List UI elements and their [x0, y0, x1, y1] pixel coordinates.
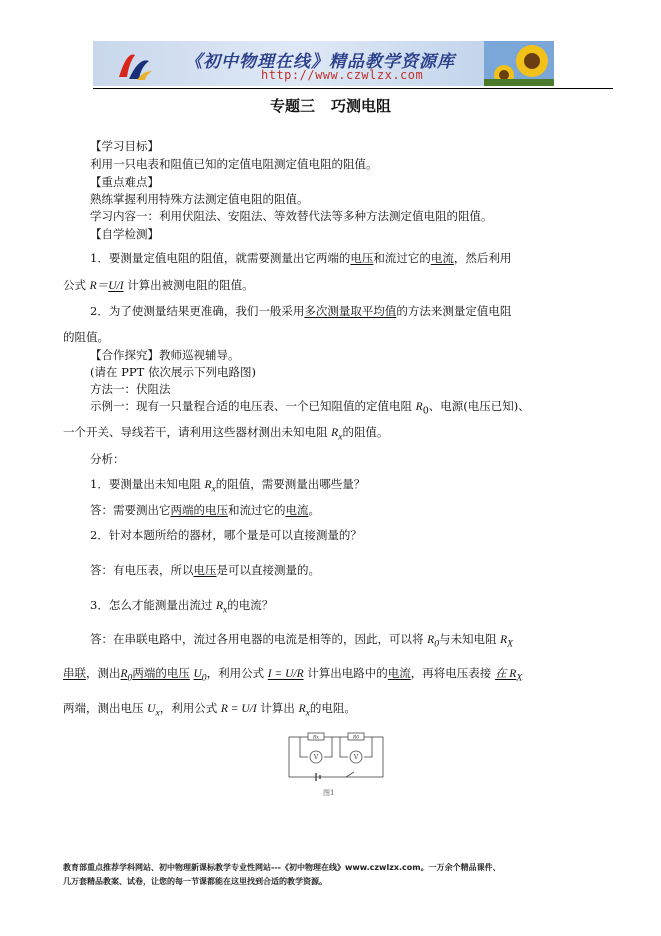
banner-title: 《初中物理在线》精品教学资源库 [185, 52, 455, 72]
circuit-diagram [286, 727, 386, 797]
example-1-line2: 一个开关、导线若干，请利用这些器材测出未知电阻 $R_x$的阻值。 [63, 425, 389, 443]
analysis-label: 分析： [90, 452, 125, 466]
key-label: 【重点难点】 [90, 175, 159, 189]
ppt-note: (请在 PPT 依次展示下列电路图) [90, 365, 256, 379]
question-1-line1: 1．要测量定值电阻的阻值，就需要测量出它两端的电压和流过它的电流，然后利用 [90, 251, 512, 265]
goal-text: 利用一只电表和阻值已知的定值电阻测定值电阻的阻值。 [90, 157, 378, 171]
header-rule [93, 88, 613, 89]
analysis-a3-line2: 串联，测出$R_0$两端的电压 $U_0$，利用公式 I = U/R 计算出电路中的电流，再将电压表接 在 $R_X$ [63, 666, 523, 684]
banner-url[interactable]: http://www.czwlzx.com [261, 68, 424, 82]
figure-r0-label: R0 [352, 735, 360, 741]
site-logo-icon [115, 47, 155, 83]
analysis-a2: 答：有电压表，所以电压是可以直接测量的。 [90, 563, 320, 577]
coop-line: 【合作探究】教师巡视辅导。 [90, 348, 240, 362]
goal-label: 【学习目标】 [90, 139, 159, 153]
analysis-q2: 2．针对本题所给的器材，哪个量是可以直接测量的？ [90, 528, 362, 542]
question-2-line1: 2．为了使测量结果更准确，我们一般采用多次测量取平均值的方法来测量定值电阻 [90, 304, 512, 318]
question-2-line2: 的阻值。 [63, 330, 109, 344]
figure-caption: 图1 [323, 789, 335, 797]
voltmeter-2-label: V [353, 754, 359, 761]
analysis-a1: 答：需要测出它两端的电压和流过它的电流。 [90, 503, 320, 517]
sunflower-icon [484, 41, 554, 86]
footer-line-1: 教育部重点推荐学科网站、初中物理新课标教学专业性网站---《初中物理在线》www.czwlzx.com。一万余个精品课件、 [63, 863, 501, 872]
analysis-q3: 3．怎么才能测量出流过 $R_x$的电流？ [90, 598, 274, 616]
voltmeter-1-label: V [313, 754, 319, 761]
analysis-a3-line1: 答：在串联电路中，流过各用电器的电流是相等的，因此，可以将 $R_0$与未知电阻 $R_X$ [90, 632, 514, 650]
selfcheck-label: 【自学检测】 [90, 227, 159, 241]
content-text: 学习内容一：利用伏阻法、安阻法、等效替代法等多种方法测定值电阻的阻值。 [90, 209, 493, 223]
analysis-a3-line3: 两端，测出电压 $U_x$，利用公式 R = U/I 计算出 $R_x$的电阻。 [63, 701, 356, 719]
figure-rx-label: Rx [313, 735, 319, 741]
question-1-line2: 公式 R＝U/I 计算出被测电阻的阻值。 [63, 278, 254, 292]
footer-line-2: 几万套精品教案、试卷，让您的每一节课都能在这里找到合适的教学资源。 [63, 877, 327, 886]
key-text: 熟练掌握利用特殊方法测定值电阻的阻值。 [90, 192, 309, 206]
analysis-q1: 1．要测量出未知电阻 $R_x$的阻值，需要测量出哪些量？ [90, 477, 366, 495]
page-title: 专题三 巧测电阻 [269, 97, 392, 115]
method-1: 方法一：伏阻法 [90, 382, 171, 396]
example-1-line1: 示例一：现有一只量程合适的电压表、一个已知阻值的定值电阻 $R_0$、电源(电压已知)、 [90, 399, 530, 417]
header-banner [93, 41, 554, 86]
